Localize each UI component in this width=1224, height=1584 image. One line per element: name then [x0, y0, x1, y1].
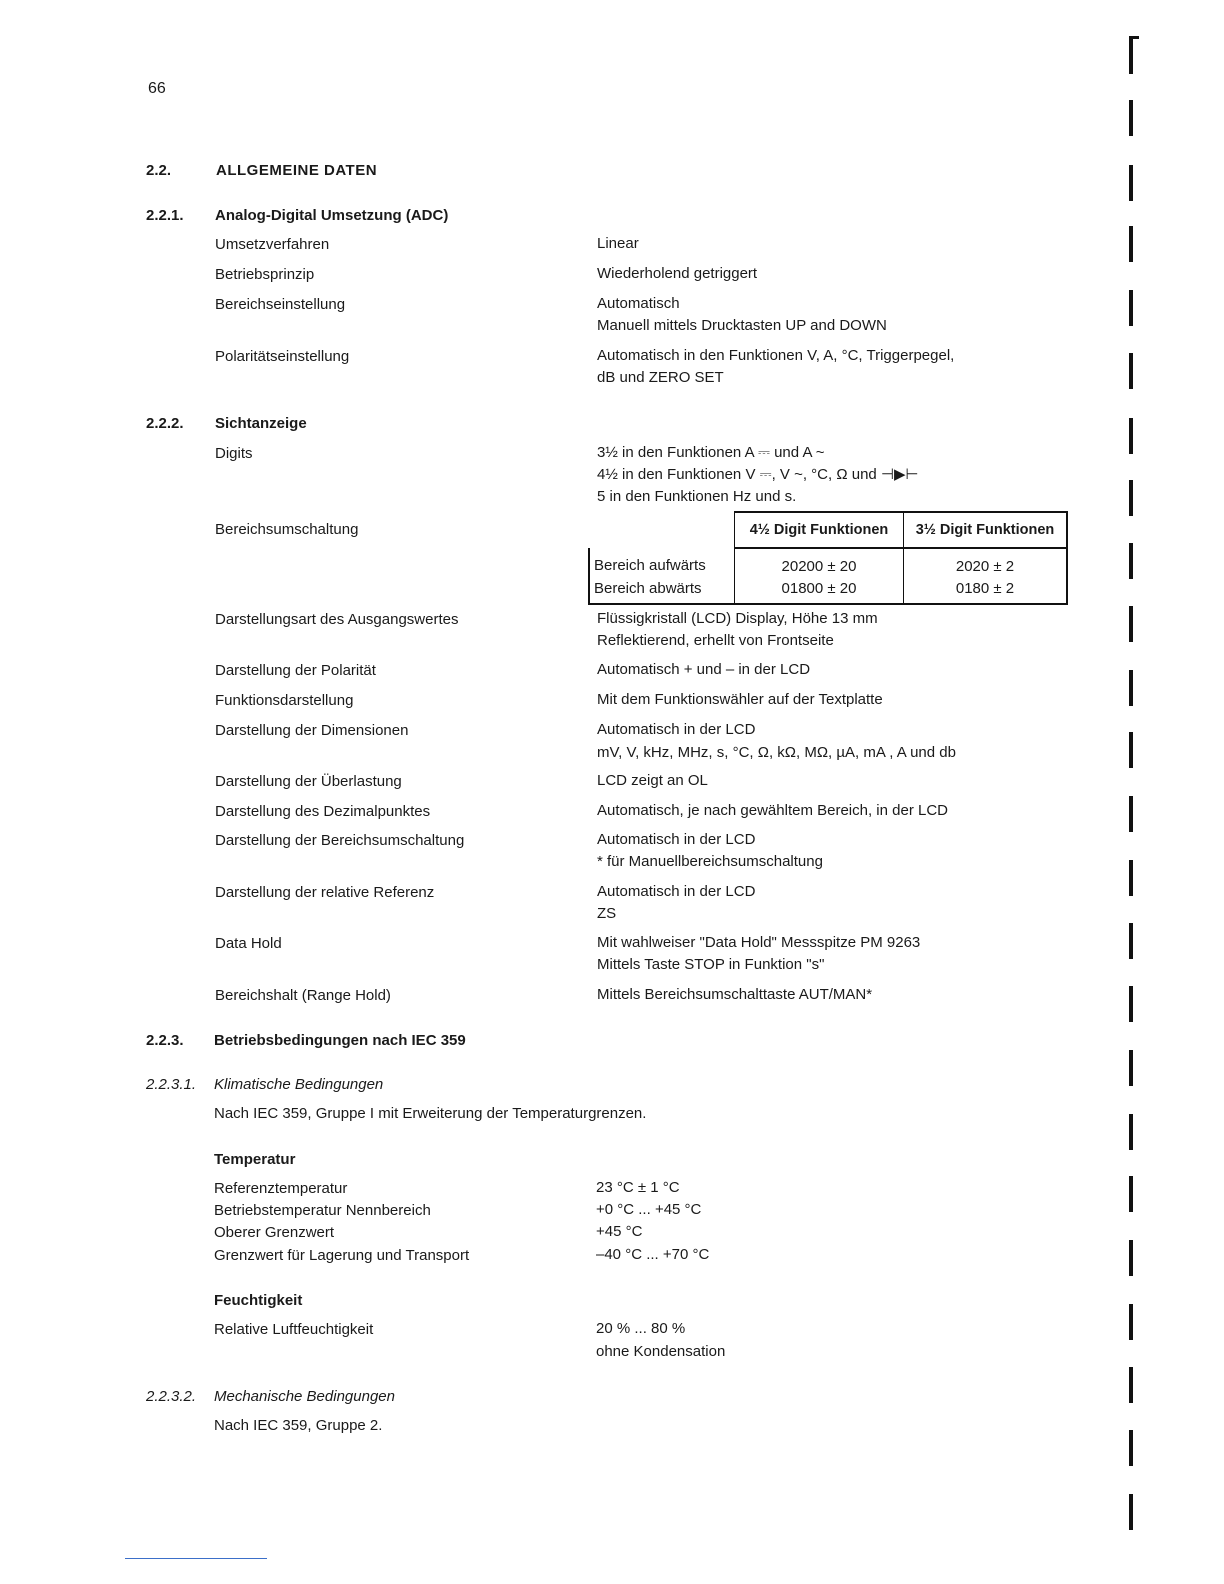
- spec-label: Grenzwert für Lagerung und Transport: [214, 1247, 470, 1264]
- spec-label: Darstellung der Überlastung: [215, 773, 402, 790]
- spec-value: 3½ in den Funktionen A ⎓ und A ~: [597, 444, 825, 461]
- spec-value: ZS: [597, 905, 617, 922]
- section-number: 2.2.: [146, 162, 172, 179]
- spec-label: Polaritätseinstellung: [215, 348, 350, 365]
- spec-label: Bereichshalt (Range Hold): [215, 987, 391, 1004]
- section-title: Betriebsbedingungen nach IEC 359: [214, 1032, 466, 1049]
- spec-value: Automatisch + und – in der LCD: [597, 661, 811, 678]
- spec-value: Mittels Taste STOP in Funktion "s": [597, 956, 825, 973]
- table-cell: Bereich aufwärts: [589, 548, 735, 577]
- spec-label: Bereichsumschaltung: [215, 521, 359, 538]
- spec-label: Darstellung der relative Referenz: [215, 884, 435, 901]
- spec-label: Umsetzverfahren: [215, 236, 330, 253]
- spec-value: Manuell mittels Drucktasten UP and DOWN: [597, 317, 887, 334]
- spec-value: Reflektierend, erhellt von Frontseite: [597, 632, 834, 649]
- spec-value: –40 °C ... +70 °C: [596, 1246, 710, 1263]
- spec-label: Oberer Grenzwert: [214, 1224, 335, 1241]
- spec-value: Wiederholend getriggert: [597, 265, 758, 282]
- table-row: [589, 548, 1067, 577]
- section-title: Analog-Digital Umsetzung (ADC): [215, 207, 449, 224]
- section-intro: Nach IEC 359, Gruppe I mit Erweiterung der Temperaturgrenzen.: [214, 1105, 647, 1122]
- spec-label: Betriebsprinzip: [215, 266, 315, 283]
- page-number: 66: [148, 80, 166, 97]
- spec-value: Automatisch in den Funktionen V, A, °C, Triggerpegel,: [597, 347, 955, 364]
- section-intro: Nach IEC 359, Gruppe 2.: [214, 1417, 383, 1434]
- spec-value: mV, V, kHz, MHz, s, °C, Ω, kΩ, MΩ, µA, mA , A und db: [597, 744, 956, 761]
- spec-label: Darstellung der Dimensionen: [215, 722, 409, 739]
- spec-value: Automatisch in der LCD: [597, 831, 756, 848]
- spec-label: Darstellungsart des Ausgangswertes: [215, 611, 459, 628]
- section-number: 2.2.3.: [146, 1032, 184, 1049]
- spec-value: * für Manuellbereichsumschaltung: [597, 853, 823, 870]
- spec-value: LCD zeigt an OL: [597, 772, 708, 789]
- spec-label: Bereichseinstellung: [215, 296, 346, 313]
- section-title: ALLGEMEINE DATEN: [216, 162, 378, 179]
- section-number: 2.2.1.: [146, 207, 184, 224]
- section-number: 2.2.2.: [146, 415, 184, 432]
- table-header: 3½ Digit Funktionen: [904, 512, 1068, 548]
- spec-value: Mittels Bereichsumschalttaste AUT/MAN*: [597, 986, 873, 1003]
- range-table: [588, 511, 1068, 605]
- spec-value: Automatisch in der LCD: [597, 721, 756, 738]
- spec-value: Automatisch in der LCD: [597, 883, 756, 900]
- spec-value: 5 in den Funktionen Hz und s.: [597, 488, 797, 505]
- section-number: 2.2.3.1.: [146, 1076, 197, 1093]
- table-cell: 0180 ± 2: [904, 577, 1068, 604]
- spec-label: Relative Luftfeuchtigkeit: [214, 1321, 374, 1338]
- spec-value: +0 °C ... +45 °C: [596, 1201, 702, 1218]
- spec-label: Darstellung der Polarität: [215, 662, 376, 679]
- spec-label: Betriebstemperatur Nennbereich: [214, 1202, 431, 1219]
- spec-value: +45 °C: [596, 1223, 643, 1240]
- spec-label: Darstellung des Dezimalpunktes: [215, 803, 431, 820]
- spec-value: 23 °C ± 1 °C: [596, 1179, 680, 1196]
- table-cell: Bereich abwärts: [589, 577, 735, 604]
- spec-value: Automatisch, je nach gewähltem Bereich, in der LCD: [597, 802, 949, 819]
- table-row: [589, 577, 1067, 604]
- spec-value: ohne Kondensation: [596, 1343, 726, 1360]
- spec-value: Linear: [597, 235, 639, 252]
- section-title: Mechanische Bedingungen: [214, 1388, 395, 1405]
- sub-heading: Feuchtigkeit: [214, 1292, 303, 1309]
- sub-heading: Temperatur: [214, 1151, 296, 1168]
- spec-value: 20 % ... 80 %: [596, 1320, 686, 1337]
- table-header: 4½ Digit Funktionen: [735, 512, 904, 548]
- spec-value: Automatisch: [597, 295, 680, 312]
- spec-value: Mit wahlweiser "Data Hold" Messspitze PM 9263: [597, 934, 921, 951]
- spec-label: Data Hold: [215, 935, 282, 952]
- spec-value: 4½ in den Funktionen V ⎓, V ~, °C, Ω und ⊣▶⊢: [597, 466, 919, 483]
- table-cell: 2020 ± 2: [904, 548, 1068, 577]
- section-title: Klimatische Bedingungen: [214, 1076, 384, 1093]
- spec-label: Funktionsdarstellung: [215, 692, 354, 709]
- spec-label: Darstellung der Bereichsumschaltung: [215, 832, 465, 849]
- spec-value: Mit dem Funktionswähler auf der Textplatte: [597, 691, 883, 708]
- section-number: 2.2.3.2.: [146, 1388, 197, 1405]
- section-title: Sichtanzeige: [215, 415, 307, 432]
- spec-value: dB und ZERO SET: [597, 369, 724, 386]
- spec-label: Referenztemperatur: [214, 1180, 348, 1197]
- table-cell: 20200 ± 20: [735, 548, 904, 577]
- table-cell: 01800 ± 20: [735, 577, 904, 604]
- footer-link-underline: [125, 1558, 267, 1559]
- spec-label: Digits: [215, 445, 253, 462]
- spec-value: Flüssigkristall (LCD) Display, Höhe 13 mm: [597, 610, 878, 627]
